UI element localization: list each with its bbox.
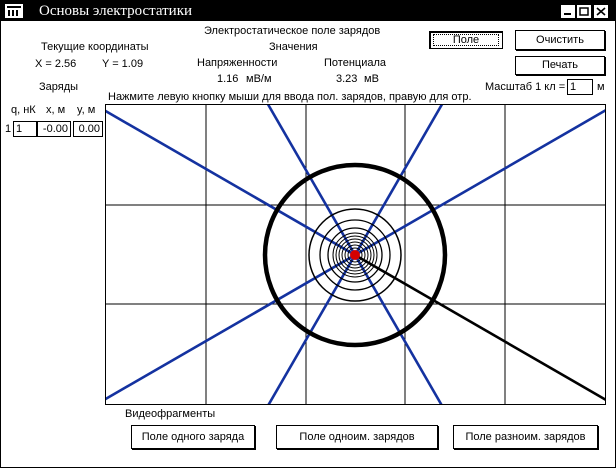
scale-label: Масштаб 1 кл = [485,81,566,93]
intensity-label: Напряженности [197,57,278,69]
charge-q-input[interactable]: 1 [13,121,37,137]
window-title: Основы электростатики [39,3,193,19]
probe-line [355,255,605,404]
clear-button[interactable] [515,30,605,50]
field-title: Электростатическое поле зарядов [204,25,381,37]
focus-rect [433,34,499,46]
single-charge-video-button[interactable] [131,425,255,449]
unlike-charges-video-label: Поле разноим. зарядов [465,431,586,443]
coords-title: Текущие координаты [41,41,149,53]
charge-x-input[interactable]: -0.00 [37,121,71,137]
charges-title: Заряды [39,81,79,93]
single-charge-video-label: Поле одного заряда [141,431,245,443]
field-button[interactable] [429,31,503,49]
scale-input[interactable]: 1 [567,79,593,95]
like-charges-video-button[interactable] [276,425,438,449]
building-icon [5,4,23,18]
charges-header-x: x, м [46,104,66,116]
print-button[interactable] [515,56,605,75]
unlike-charges-video-button[interactable] [453,425,598,449]
coord-x: X = 2.56 [35,58,77,70]
field-line [106,105,355,255]
clear-button-label: Очистить [536,34,584,46]
title-bar [1,1,615,21]
potential-value: 3.23 [336,73,358,85]
print-button-label: Печать [541,59,579,71]
like-charges-video-label: Поле одноим. зарядов [299,431,415,443]
potential-label: Потенциала [324,57,386,69]
charge-y-input[interactable]: 0.00 [73,121,103,137]
intensity-unit: мВ/м [246,73,272,85]
charges-header-y: y, м [77,104,96,116]
minimize-button[interactable] [561,5,575,18]
values-title: Значения [269,41,318,53]
charges-header-q: q, нК [11,104,36,116]
coord-y: Y = 1.09 [102,58,144,70]
charge-row-index: 1 [5,123,12,135]
video-title: Видеофрагменты [125,408,216,420]
scale-unit: м [597,81,605,93]
charge-marker [350,250,360,260]
potential-unit: мВ [364,73,379,85]
field-canvas[interactable] [106,105,605,404]
maximize-button[interactable] [577,5,591,18]
close-button[interactable] [594,5,608,18]
field-line [355,105,605,255]
field-plot[interactable] [105,104,606,405]
field-button-label: Поле [452,34,480,46]
field-line [106,255,355,404]
hint-text: Нажмите левую кнопку мыши для ввода пол. зарядов, правую для отр. [108,91,472,103]
intensity-value: 1.16 [217,73,239,85]
